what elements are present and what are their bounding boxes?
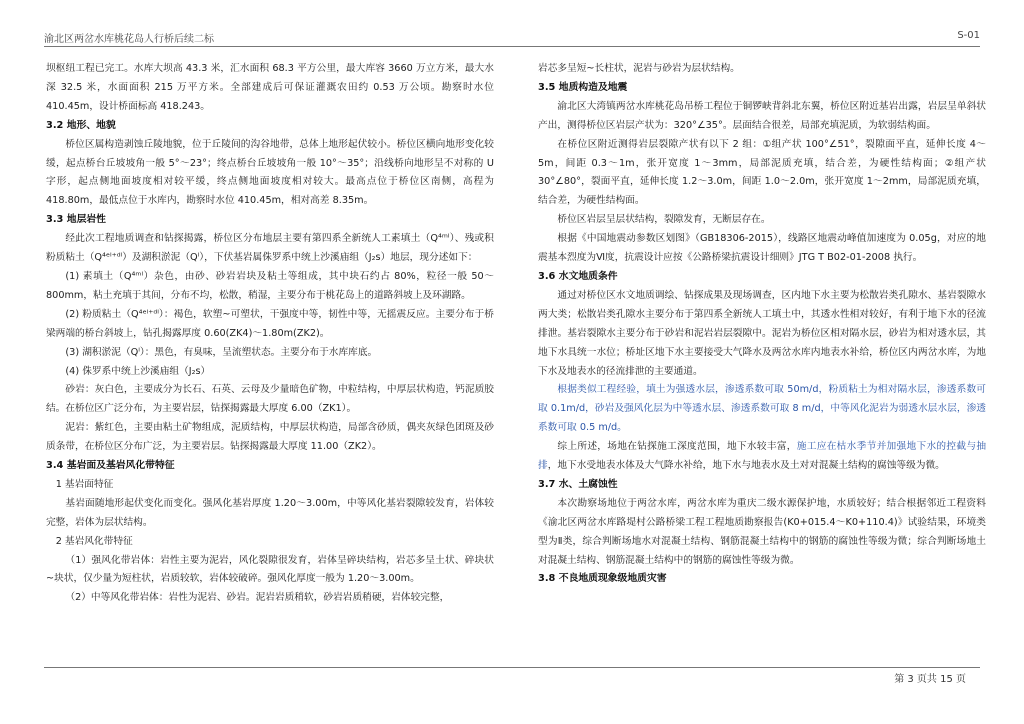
paragraph-summary [538, 438, 986, 476]
summary-text-end: ，地下水受地表水体及大气降水补给，地下水与地表水及土对对混凝土结构的腐蚀等级为微。 [547, 460, 945, 472]
paragraph-permeability: 根据类似工程经验，填土为强透水层，渗透系数可取 50m/d，粉质粘土为相对隔水层，渗透系数可取 0.1m/d，砂岩及强风化层为中等透水层、渗透系数可取 8 m/d，中等风化泥岩为弱透水层水层，渗透系数可取 0.5 m/d。 [538, 384, 986, 434]
paragraph-bedrock-surface: 基岩面随地形起伏变化而变化。强风化基岩厚度 1.20～3.00m，中等风化基岩裂隙较发育，岩体较完整，岩体为层状结构。 [46, 497, 494, 528]
header-divider [44, 46, 980, 47]
drawing-code: S-01 [957, 30, 980, 41]
summary-text-start: 综上所述，场地在钻探施工深度范围，地下水较丰富， [557, 441, 797, 453]
paragraph-strata-intro: 经此次工程地质调查和钻探揭露，桥位区分布地层主要有第四系全新统人工素填土（Q⁴ᵐˡ）、残或积粉质粘土（Q⁴ᵉˡ⁺ᵈˡ）及湖积淤泥（Qˡ），下伏基岩属侏罗系中统上沙溪庙组（J₂s）地层，现分述如下： [46, 233, 494, 264]
paragraph-lake-silt: (3) 湖积淤泥（Qˡ）：黑色，有臭味，呈流塑状态。主要分布于水库库底。 [65, 346, 378, 358]
heading-3-5: 3.5 地质构造及地震 [538, 81, 628, 93]
paragraph-jurassic: (4) 侏罗系中统上沙溪庙组（J₂s） [65, 365, 211, 377]
right-column [538, 60, 986, 589]
paragraph-core-continued: 岩芯多呈短~长柱状，泥岩与砂岩为层状结构。 [538, 63, 740, 74]
paragraph-seismic: 根据《中国地震动参数区划图》（GB18306-2015），线路区地震动峰值加速度为 0.05g，对应的地震基本烈度为Ⅵ度，抗震设计应按《公路桥梁抗震设计细则》JTG T B02-01-2008 执行。 [538, 233, 986, 264]
subheading-weathering-zone: 2 基岩风化带特征 [55, 535, 133, 547]
heading-3-3: 3.3 地层岩性 [46, 214, 106, 226]
paragraph-joints: 在桥位区附近测得岩层裂隙产状有以下 2 组：①组产状 100°∠51°，裂隙面平直，延伸长度 4～5m，间距 0.3～1m，张开宽度 1～3mm，局部泥质充填，结合差，为硬性结构面；②组产状 30°∠80°，裂面平直，延伸长度 1.2～3.0m，间距 1.0～2.0m，张开宽度 1～2mm，局部泥质充填，结合差，为硬性结构面。 [538, 138, 986, 207]
paragraph-mudstone: 泥岩：紫红色，主要由粘土矿物组成，泥质结构，中厚层状构造，局部含砂质，偶夹灰绿色团斑及砂质条带，在桥位区分布广泛，为主要岩层。钻探揭露最大厚度 11.00（ZK2）。 [46, 422, 494, 453]
paragraph-terrain: 桥位区属构造剥蚀丘陵地貌，位于丘陵间的沟谷地带，总体上地形起伏较小。桥位区横向地形变化较缓，起点桥台丘坡坡角一般 5°～23°；终点桥台丘坡坡角一般 10°～35°；沿线桥向地形呈不对称的 U 字形，起点侧地面坡度相对较平缓，终点侧地面坡度相对较大。最高点位于桥位区南侧，高程为 418.80m，最低点位于水库内，勘察时水位 410.45m，相对高差 8.35m。 [46, 138, 494, 207]
paragraph-sandstone: 砂岩：灰白色，主要成分为长石、石英、云母及少量暗色矿物，中粒结构，中厚层状构造，钙泥质胶结。在桥位区广泛分布，为主要岩层，钻探揭露最大厚度 6.00（ZK1）。 [46, 384, 494, 415]
paragraph-strong-weathering: （1）强风化带岩体：岩性主要为泥岩，风化裂隙很发育，岩体呈碎块结构，岩芯多呈土状、碎块状~块状，仅少量为短柱状，岩质较软，岩体较破碎。强风化厚度一般为 1.20～3.00m。 [46, 554, 494, 585]
paragraph-no-fault: 桥位区岩层呈层状结构，裂隙发育，无断层存在。 [557, 214, 771, 226]
heading-3-8: 3.8 不良地质现象级地质灾害 [538, 573, 667, 585]
paragraph-corrosion: 本次勘察场地位于两岔水库，两岔水库为重庆二级水源保护地，水质较好；结合根据邻近工程资料《渝北区两岔水库路堤村公路桥梁工程工程地质勘察报告(K0+015.4～K0+110.4)》试验结果，环境类型为Ⅱ类，综合判断场地水对混凝土结构、钢筋混凝土结构中的钢筋的腐蚀性等级为微；综合判断场地土对混凝土结构、钢筋混凝土结构中的钢筋的腐蚀性等级为微。 [538, 497, 986, 566]
summary-highlight: 施工应在枯水季节并加强地下水的控截与抽排 [538, 441, 987, 472]
heading-3-4: 3.4 基岩面及基岩风化带特征 [46, 460, 175, 472]
paragraph-reservoir-continued: 坝枢纽工程已完工。水库大坝高 43.3 米，汇水面积 68.3 平方公里，最大库容 3660 万立方米，最大水深 32.5 米，水面面积 215 万平方米。全部建成后可保证灌溉农田约 0.53 万公顷。勘察时水位 410.45m，设计桥面标高 418.243。 [46, 63, 494, 112]
page-number: 第 3 页共 15 页 [894, 674, 966, 685]
paragraph-moderate-weathering: （2）中等风化带岩体：岩性为泥岩、砂岩。泥岩岩质稍软，砂岩岩质稍硬，岩体较完整， [65, 592, 450, 604]
subheading-bedrock-surface: 1 基岩面特征 [55, 478, 114, 490]
paragraph-groundwater: 通过对桥位区水文地质调绘、钻探成果及现场调查，区内地下水主要为松散岩类孔隙水、基岩裂隙水两大类；松散岩类孔隙水主要分布于第四系全新统人工填土中，其透水性相对较好，有利于地下水的径流排泄。基岩裂隙水主要分布于砂岩和泥岩岩层裂隙中。泥岩为桥位区相对隔水层，砂岩为相对透水层，其地下水具统一水位；桥址区地下水主要接受大气降水及两岔水库内地表水补给，桥位区内两岔水库，为地下水及地表水的径流排泄的主要通道。 [538, 289, 986, 377]
heading-3-6: 3.6 水文地质条件 [538, 270, 618, 282]
footer-divider [44, 667, 980, 668]
paragraph-fill-soil: (1) 素填土（Q⁴ᵐˡ）杂色，由砂、砂岩岩块及粘土等组成，其中块石约占 80%，粒径一般 50～800mm，粘土充填于其间，分布不均，松散，稍湿，主要分布于桃花岛上的道路斜坡上及环湖路。 [46, 270, 494, 301]
heading-3-7: 3.7 水、土腐蚀性 [538, 478, 618, 490]
page-header [44, 30, 980, 44]
document-title: 渝北区两岔水库桃花岛人行桥后续二标 [44, 34, 214, 45]
left-column [46, 60, 494, 608]
paragraph-structure: 渝北区大湾镇两岔水库桃花岛吊桥工程位于铜锣峡背斜北东翼，桥位区附近基岩出露，岩层呈单斜状产出，测得桥位区岩层产状为：320°∠35°。层面结合很差，局部充填泥质，为软弱结构面。 [538, 100, 986, 131]
heading-3-2: 3.2 地形、地貌 [46, 119, 116, 131]
paragraph-silty-clay: (2) 粉质粘土（Q⁴ᵉˡ⁺ᵈˡ）：褐色，软塑~可塑状，干强度中等，韧性中等，无摇震反应。主要分布于桥梁两端的桥台斜坡上，钻孔揭露厚度 0.60(ZK4)～1.80m(ZK2)。 [46, 308, 494, 339]
